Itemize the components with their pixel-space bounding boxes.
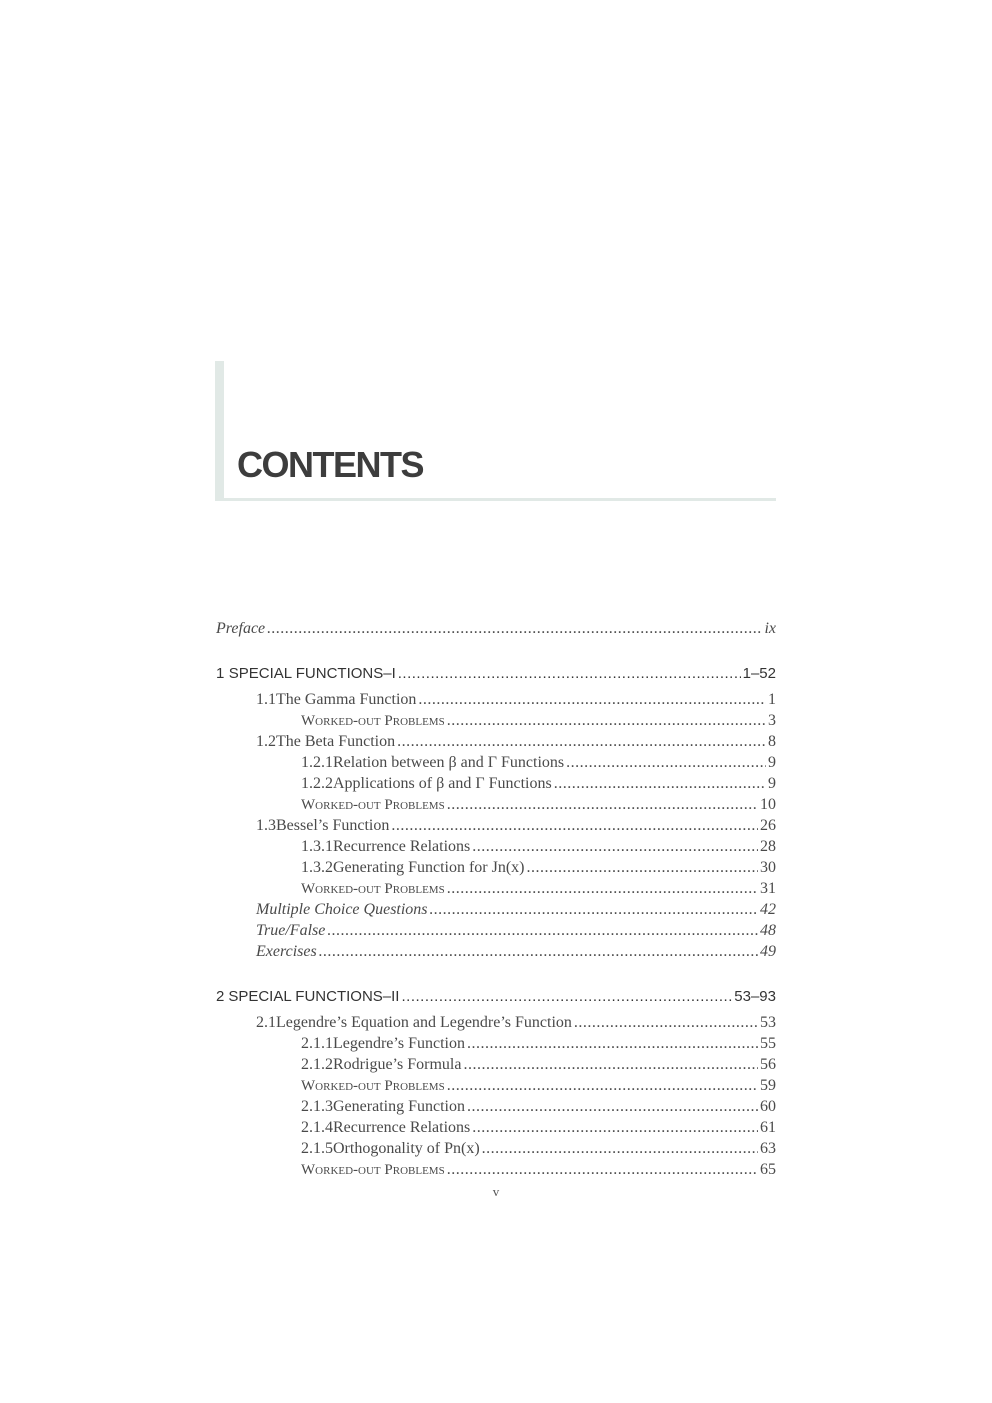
toc-entry-number: 1.2	[256, 733, 276, 750]
toc-worked-out-problems[interactable]	[301, 710, 776, 732]
toc-entry-number: 1.2.1	[301, 754, 333, 771]
toc-chapter-1[interactable]	[216, 663, 776, 685]
toc-entry-page: 9	[768, 775, 776, 792]
toc-worked-out-problems[interactable]	[301, 1159, 776, 1181]
toc-entry-page: 1–52	[742, 665, 776, 682]
heading-underline	[215, 498, 776, 501]
toc-entry-title: True/False	[256, 922, 326, 939]
toc-entry-title: The Gamma Function	[276, 691, 417, 708]
toc-subsection-2-1-5[interactable]	[301, 1138, 776, 1160]
toc-subsection-2-1-4[interactable]	[301, 1117, 776, 1139]
toc-entry-title: Generating Function	[333, 1098, 465, 1115]
toc-entry-title: Bessel’s Function	[276, 817, 390, 834]
toc-worked-out-problems[interactable]	[301, 794, 776, 816]
toc-subsection-1-2-2[interactable]	[301, 773, 776, 795]
toc-entry-page: ix	[764, 620, 776, 637]
toc-entry-page: 65	[760, 1161, 776, 1178]
dot-leader	[397, 731, 766, 753]
toc-entry-number: 2.1.2	[301, 1056, 333, 1073]
toc-section-2-1[interactable]	[256, 1012, 776, 1034]
dot-leader	[566, 752, 766, 774]
dot-leader	[472, 836, 758, 858]
toc-entry-page: 63	[760, 1140, 776, 1157]
toc-entry-number: 2	[216, 988, 225, 1005]
toc-section-1-1[interactable]	[256, 689, 776, 711]
toc-entry-title: Recurrence Relations	[333, 838, 471, 855]
toc-entry-number: 2.1.5	[301, 1140, 333, 1157]
toc-entry-title: Legendre’s Function	[333, 1035, 465, 1052]
toc-entry-title: Multiple Choice Questions	[256, 901, 428, 918]
toc-entry-page: 48	[760, 922, 776, 939]
toc-entry-title: Exercises	[256, 943, 317, 960]
toc-entry-number: 1	[216, 665, 225, 682]
dot-leader	[398, 663, 741, 685]
page-number: v	[492, 1184, 500, 1199]
dot-leader	[574, 1012, 758, 1034]
toc-entry-number: 2.1.3	[301, 1098, 333, 1115]
toc-entry-title: Worked-out Problems	[301, 713, 445, 729]
toc-entry-page: 26	[760, 817, 776, 834]
toc-true-false[interactable]	[256, 920, 776, 942]
toc-entry-title: Orthogonality of Pn(x)	[333, 1140, 480, 1157]
toc-exercises[interactable]	[256, 941, 776, 963]
dot-leader	[430, 899, 758, 921]
toc-entry-page: 1	[768, 691, 776, 708]
toc-entry-title: Rodrigue’s Formula	[333, 1056, 462, 1073]
toc-subsection-2-1-3[interactable]	[301, 1096, 776, 1118]
toc-entry-title: Worked-out Problems	[301, 1078, 445, 1094]
toc-subsection-1-3-1[interactable]	[301, 836, 776, 858]
dot-leader	[327, 920, 758, 942]
dot-leader	[467, 1033, 758, 1055]
toc-entry-page: 59	[760, 1077, 776, 1094]
toc-entry-title: Preface	[216, 620, 266, 637]
toc-entry-page: 9	[768, 754, 776, 771]
toc-entry-page: 60	[760, 1098, 776, 1115]
dot-leader	[527, 857, 758, 879]
toc-entry-title: Worked-out Problems	[301, 797, 445, 813]
toc-worked-out-problems[interactable]	[301, 878, 776, 900]
dot-leader	[472, 1117, 758, 1139]
dot-leader	[267, 618, 762, 640]
toc-entry-page: 53–93	[734, 988, 776, 1005]
toc-entry-title: Relation between β and Γ Functions	[333, 754, 565, 771]
toc-subsection-1-3-2[interactable]	[301, 857, 776, 879]
toc-entry-page: 8	[768, 733, 776, 750]
toc-entry-page: 30	[760, 859, 776, 876]
toc-entry-title: Generating Function for Jn(x)	[333, 859, 525, 876]
toc-entry-title: Worked-out Problems	[301, 881, 445, 897]
toc-entry-page: 61	[760, 1119, 776, 1136]
toc-entry-page: 53	[760, 1014, 776, 1031]
toc-entry-number: 2.1	[256, 1014, 276, 1031]
toc-subsection-1-2-1[interactable]	[301, 752, 776, 774]
toc-entry-number: 1.3	[256, 817, 276, 834]
toc-chapter-2[interactable]	[216, 986, 776, 1008]
toc-entry-title: Legendre’s Equation and Legendre’s Function	[276, 1014, 572, 1031]
dot-leader	[418, 689, 766, 711]
dot-leader	[447, 794, 758, 816]
dot-leader	[463, 1054, 758, 1076]
page-title: CONTENTS	[237, 444, 423, 485]
toc-entry-number: 2.1.4	[301, 1119, 333, 1136]
toc-worked-out-problems[interactable]	[301, 1075, 776, 1097]
toc-entry-title: Worked-out Problems	[301, 1162, 445, 1178]
toc-subsection-2-1-2[interactable]	[301, 1054, 776, 1076]
toc-entry-title: Applications of β and Γ Functions	[333, 775, 552, 792]
toc-entry-number: 2.1.1	[301, 1035, 333, 1052]
dot-leader	[447, 878, 758, 900]
toc-entry-title: The Beta Function	[276, 733, 396, 750]
dot-leader	[447, 1075, 758, 1097]
toc-entry-title: SPECIAL FUNCTIONS–II	[228, 988, 400, 1005]
toc-entry-number: 1.3.2	[301, 859, 333, 876]
toc-entry-title: Recurrence Relations	[333, 1119, 471, 1136]
toc-multiple-choice-questions[interactable]	[256, 899, 776, 921]
dot-leader	[554, 773, 766, 795]
toc-entry-page: 3	[768, 712, 776, 729]
toc-entry-page: 31	[760, 880, 776, 897]
dot-leader	[447, 710, 766, 732]
dot-leader	[319, 941, 758, 963]
toc-entry-title: SPECIAL FUNCTIONS–I	[228, 665, 396, 682]
dot-leader	[391, 815, 758, 837]
contents-heading-block	[215, 361, 776, 501]
toc-entry-number: 1.1	[256, 691, 276, 708]
toc-entry-page: 28	[760, 838, 776, 855]
toc-entry-preface[interactable]	[216, 618, 776, 640]
toc-section-1-3[interactable]	[256, 815, 776, 837]
toc-entry-number: 1.3.1	[301, 838, 333, 855]
toc-entry-page: 42	[760, 901, 776, 918]
dot-leader	[482, 1138, 758, 1160]
dot-leader	[447, 1159, 758, 1181]
toc-section-1-2[interactable]	[256, 731, 776, 753]
toc-entry-page: 49	[760, 943, 776, 960]
heading-accent-bar	[215, 361, 224, 501]
toc-entry-number: 1.2.2	[301, 775, 333, 792]
dot-leader	[401, 986, 732, 1008]
toc-entry-page: 55	[760, 1035, 776, 1052]
toc-entry-page: 10	[760, 796, 776, 813]
dot-leader	[467, 1096, 758, 1118]
toc-subsection-2-1-1[interactable]	[301, 1033, 776, 1055]
toc-entry-page: 56	[760, 1056, 776, 1073]
